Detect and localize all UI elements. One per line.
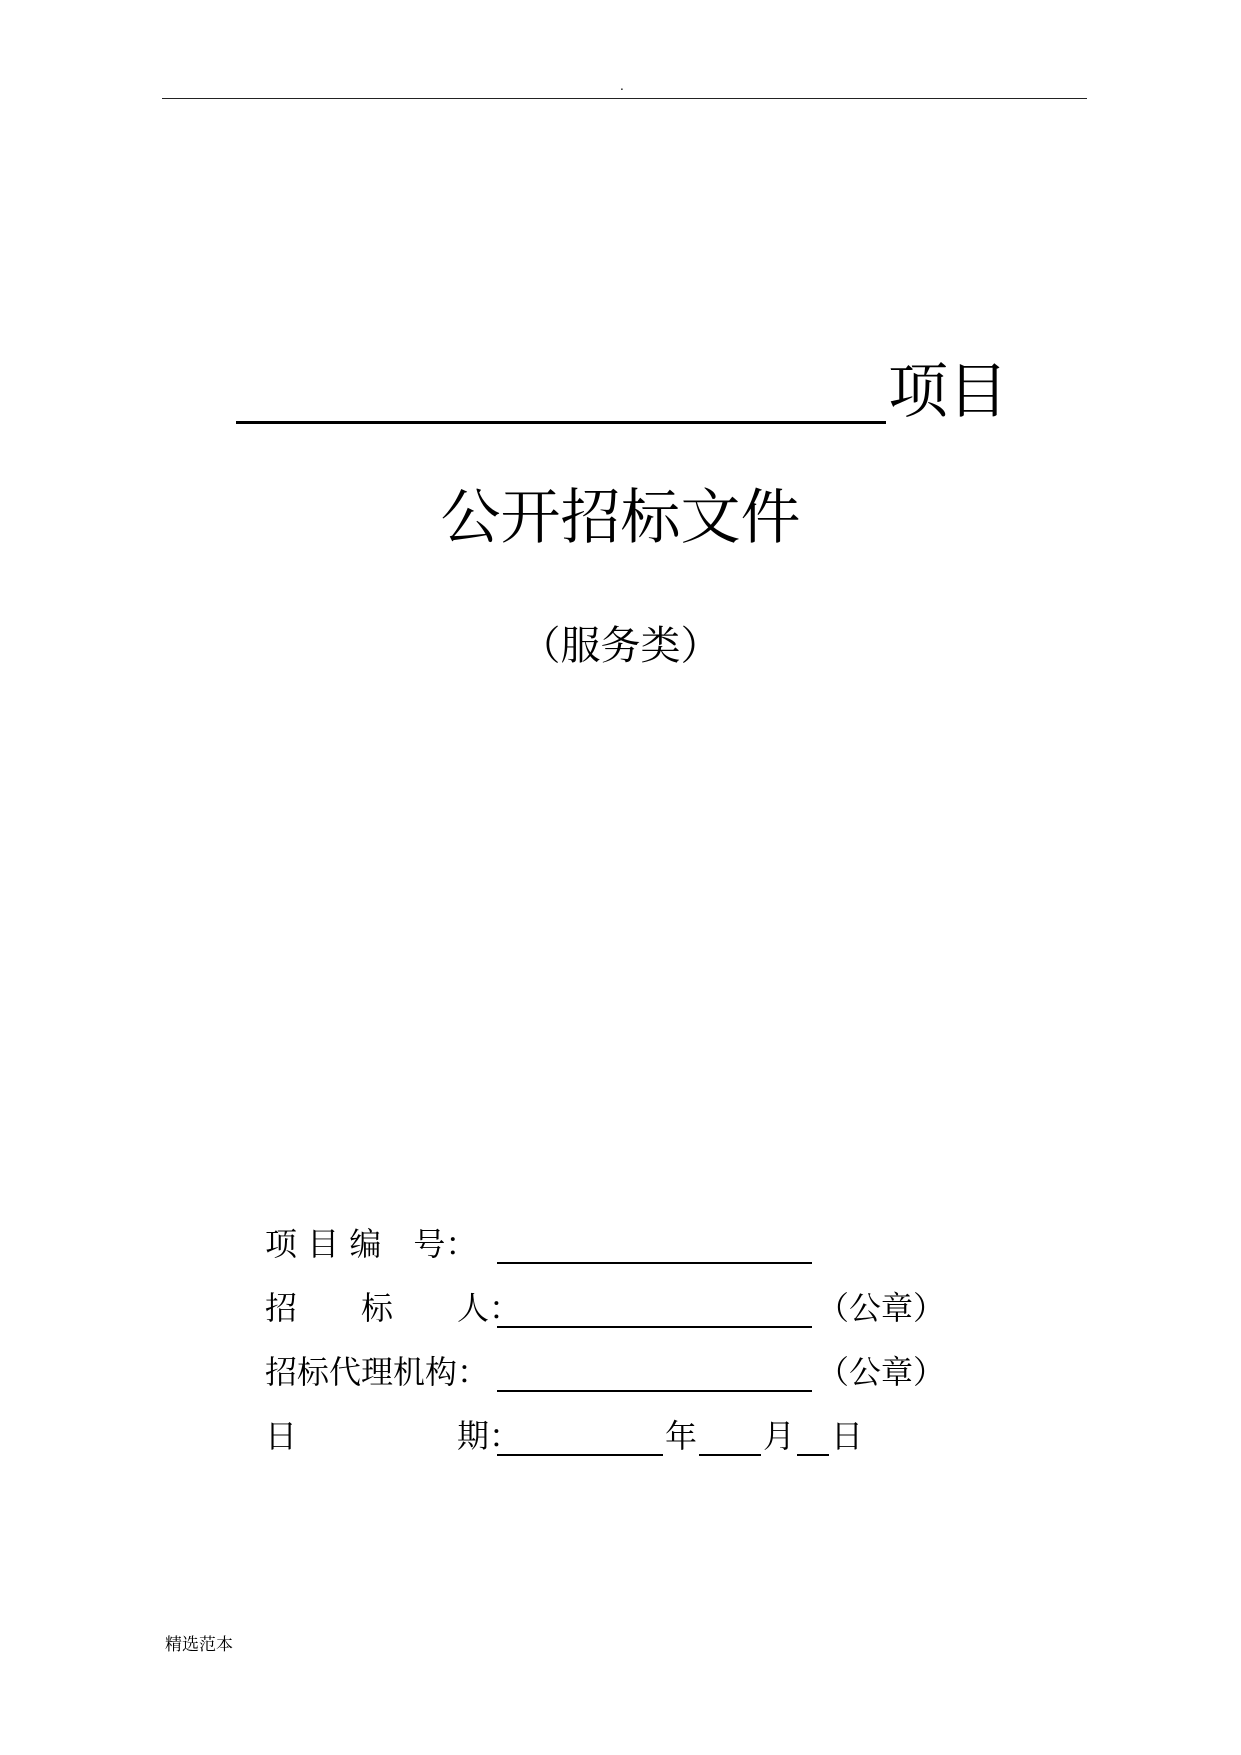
header-mark: .	[620, 79, 624, 93]
month-blank-line	[699, 1454, 761, 1456]
seal-note: （公章）	[817, 1353, 946, 1391]
tenderer-blank-line	[497, 1326, 812, 1328]
agency-blank-line	[497, 1390, 812, 1392]
year-blank-line	[497, 1454, 663, 1456]
document-subtitle: （服务类）	[520, 623, 721, 669]
field-label: 招标代理机构：	[265, 1353, 490, 1391]
footer-text: 精选范本	[165, 1635, 233, 1655]
field-label: 项 目 编 号：	[265, 1225, 478, 1263]
year-label: 年	[665, 1417, 698, 1455]
field-label: 日 期：	[265, 1417, 522, 1455]
field-tenderer	[265, 1284, 1005, 1332]
document-title: 公开招标文件	[440, 483, 801, 553]
day-blank-line	[797, 1454, 829, 1456]
day-label: 日	[831, 1417, 864, 1455]
header-rule	[162, 98, 1087, 99]
project-title-suffix: 项目	[888, 357, 1008, 427]
field-agency	[265, 1348, 1005, 1396]
field-label: 招 标 人：	[265, 1289, 522, 1327]
field-date	[265, 1412, 1005, 1460]
project-number-blank-line	[497, 1262, 812, 1264]
field-project-number	[265, 1220, 1005, 1268]
month-label: 月	[763, 1417, 796, 1455]
project-name-blank-line	[236, 421, 886, 424]
project-title-row	[236, 355, 1016, 435]
seal-note: （公章）	[817, 1289, 946, 1327]
